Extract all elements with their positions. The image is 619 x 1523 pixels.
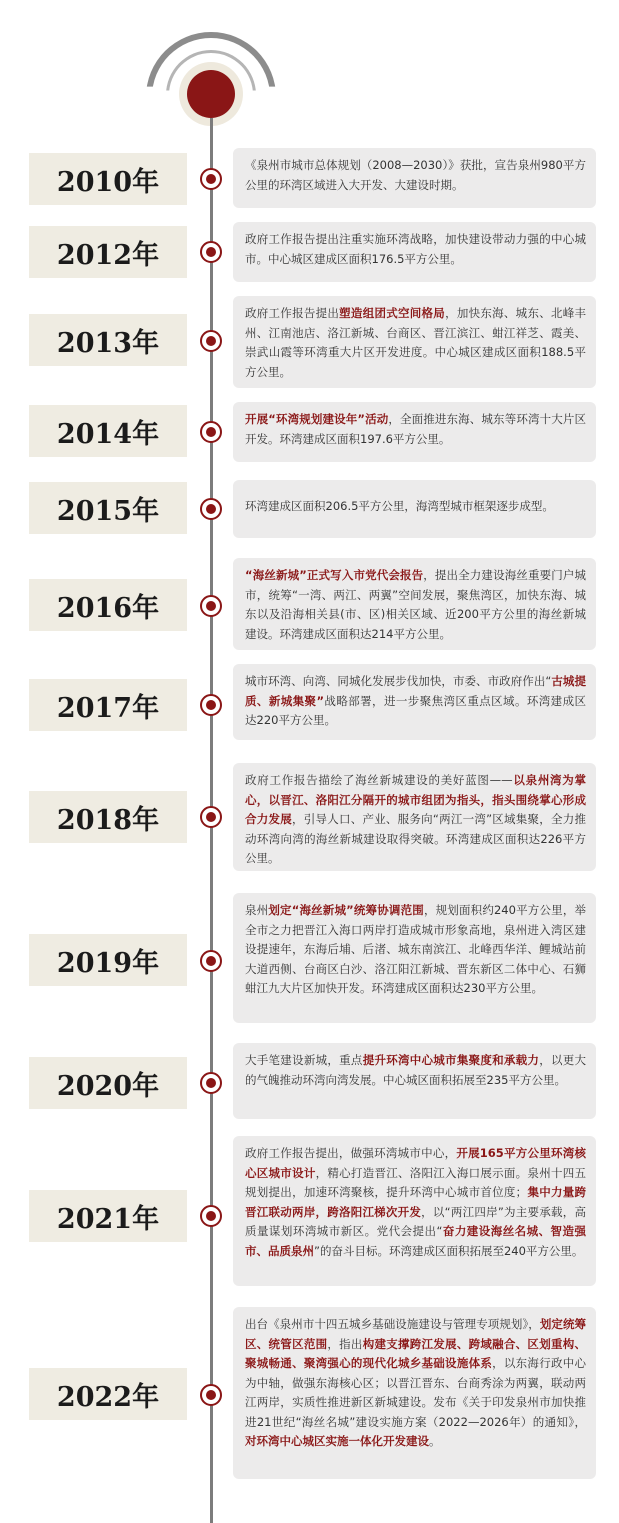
highlight-text: 划定统筹区、统管区范围 — [245, 1317, 587, 1351]
body-text: 政府工作报告提出，做强环湾城市中心， — [245, 1146, 457, 1160]
highlight-text: 集中力量跨晋江联动两岸，跨洛阳江梯次开发 — [245, 1185, 587, 1219]
body-text: ，提出全力建设海丝重要门户城市，统筹“一湾、两江、两翼”空间发展，聚焦湾区，加快东海、城东以及沿海相关县(市、区)相关区域、近200平方公里的海丝新城建设。环湾建成区面积达214平方公里。 — [245, 568, 587, 641]
event-text — [233, 763, 596, 871]
body-text: ，以东海行政中心为中轴，做强东海核心区；以晋江晋东、台商秀涂为两翼，联动两江两岸，实质性推进新区新城建设。发布《关于印发泉州市加快推进21世纪“海丝名城”建设实施方案（2022—2026年）的通知》， — [245, 1356, 586, 1429]
body-text: 。 — [429, 1434, 441, 1448]
event-text — [233, 1307, 596, 1479]
event-text — [233, 893, 596, 1023]
event-text — [233, 1043, 596, 1119]
year-label: 2016年 — [29, 579, 187, 631]
year-label: 2015年 — [29, 482, 187, 534]
year-label: 2022年 — [29, 1368, 187, 1420]
year-label: 2012年 — [29, 226, 187, 278]
year-label: 2021年 — [29, 1190, 187, 1242]
event-text — [233, 222, 596, 282]
year-label: 2013年 — [29, 314, 187, 366]
highlight-text: 奋力建设海丝名城、智造强市、品质泉州 — [245, 1224, 586, 1258]
year-label: 2020年 — [29, 1057, 187, 1109]
body-text: 政府工作报告描绘了海丝新城建设的美好蓝图—— — [245, 773, 513, 787]
header-dot — [187, 70, 235, 118]
year-label: 2017年 — [29, 679, 187, 731]
timeline-marker — [200, 330, 222, 352]
timeline-marker — [200, 421, 222, 443]
highlight-text: 划定“海丝新城”统筹协调范围 — [268, 903, 424, 917]
event-text — [233, 402, 596, 462]
timeline-marker — [200, 168, 222, 190]
highlight-text: 提升环湾中心城市集聚度和承载力 — [362, 1053, 540, 1067]
timeline-marker — [200, 1205, 222, 1227]
highlight-text: 塑造组团式空间格局 — [339, 306, 446, 320]
timeline-marker — [200, 1072, 222, 1094]
timeline-marker — [200, 498, 222, 520]
event-text — [233, 664, 596, 740]
year-label: 2010年 — [29, 153, 187, 205]
year-label: 2019年 — [29, 934, 187, 986]
timeline-marker — [200, 241, 222, 263]
highlight-text: 开展165平方公里环湾核心区城市设计 — [245, 1146, 586, 1180]
body-text: ，规划面积约240平方公里，举全市之力把晋江入海口两岸打造成城市形象高地，泉州进入湾区建设提速年，东海后埔、后渚、城东南滨江、北峰西华洋、鲤城站前大道西侧、台商区白沙、洛江阳江新城、晋东新区二体中心、石狮蚶江九大片区加快开发。环湾建成区面积达230平方公里。 — [245, 903, 586, 995]
timeline-marker — [200, 950, 222, 972]
highlight-text: 开展“环湾规划建设年”活动 — [245, 412, 389, 426]
timeline-marker — [200, 595, 222, 617]
highlight-text: 以泉州湾为掌心，以晋江、洛阳江分隔开的城市组团为指头，指头围绕掌心形成合力发展 — [245, 773, 587, 826]
body-text: 出台《泉州市十四五城乡基础设施建设与管理专项规划》， — [245, 1317, 540, 1331]
body-text: 政府工作报告提出 — [245, 306, 340, 320]
event-text — [233, 558, 596, 650]
body-text: ，指出 — [327, 1336, 363, 1351]
event-text — [233, 1136, 596, 1286]
body-text: ，以更大的气魄推动环湾向湾发展。中心城区面积拓展至235平方公里。 — [245, 1053, 587, 1087]
body-text: 政府工作报告提出注重实施环湾战略，加快建设带动力强的中心城市。中心城区建成区面积176.5平方公里。 — [245, 232, 586, 266]
body-text: ，引导人口、产业、服务向“两江一湾”区域集聚，全力推动环湾向湾的海丝新城建设取得突破。环湾建成区面积达226平方公里。 — [245, 812, 586, 865]
highlight-text: 构建支撑跨江发展、跨域融合、区划重构、聚城畅通、聚湾强心的现代化城乡基础设施体系 — [245, 1336, 587, 1370]
event-text — [233, 296, 596, 388]
body-text: ”的奋斗目标。环湾建成区面积拓展至240平方公里。 — [314, 1243, 584, 1258]
year-label: 2014年 — [29, 405, 187, 457]
body-text: 城市环湾、向湾、同城化发展步伐加快，市委、市政府作出“ — [245, 674, 552, 688]
body-text: 《泉州市城市总体规划（2008—2030）》获批，宣告泉州980平方公里的环湾区域进入大开发、大建设时期。 — [245, 158, 586, 192]
year-label: 2018年 — [29, 791, 187, 843]
body-text: 环湾建成区面积206.5平方公里，海湾型城市框架逐步成型。 — [245, 499, 554, 513]
event-text — [233, 148, 596, 208]
body-text: ，全面推进东海、城东等环湾十大片区开发。环湾建成区面积197.6平方公里。 — [245, 412, 586, 446]
body-text: ，加快东海、城东、北峰丰州、江南池店、洛江新城、台商区、晋江滨江、蚶江祥芝、霞美、崇武山霞等环湾重大片区开发进度。中心城区建成区面积188.5平方公里。 — [245, 306, 587, 379]
timeline-marker — [200, 694, 222, 716]
highlight-text: 对环湾中心城区实施一体化开发建设 — [245, 1434, 429, 1448]
highlight-text: “海丝新城”正式写入市党代会报告 — [245, 568, 424, 582]
highlight-text: 古城提质、新城集聚” — [245, 674, 586, 708]
body-text: 战略部署，进一步聚焦湾区重点区域。环湾建成区达220平方公里。 — [245, 693, 586, 727]
event-text — [233, 480, 596, 538]
body-text: 大手笔建设新城，重点 — [245, 1053, 363, 1067]
timeline-marker — [200, 1384, 222, 1406]
body-text: 泉州 — [245, 903, 269, 917]
body-text: ，精心打造晋江、洛阳江入海口展示面。泉州十四五规划提出，加速环湾聚核，提升环湾中心城市首位度； — [245, 1165, 586, 1199]
body-text: ，以“两江四岸”为主要承载，高质量谋划环湾城市新区。党代会提出“ — [245, 1204, 587, 1238]
timeline-marker — [200, 806, 222, 828]
